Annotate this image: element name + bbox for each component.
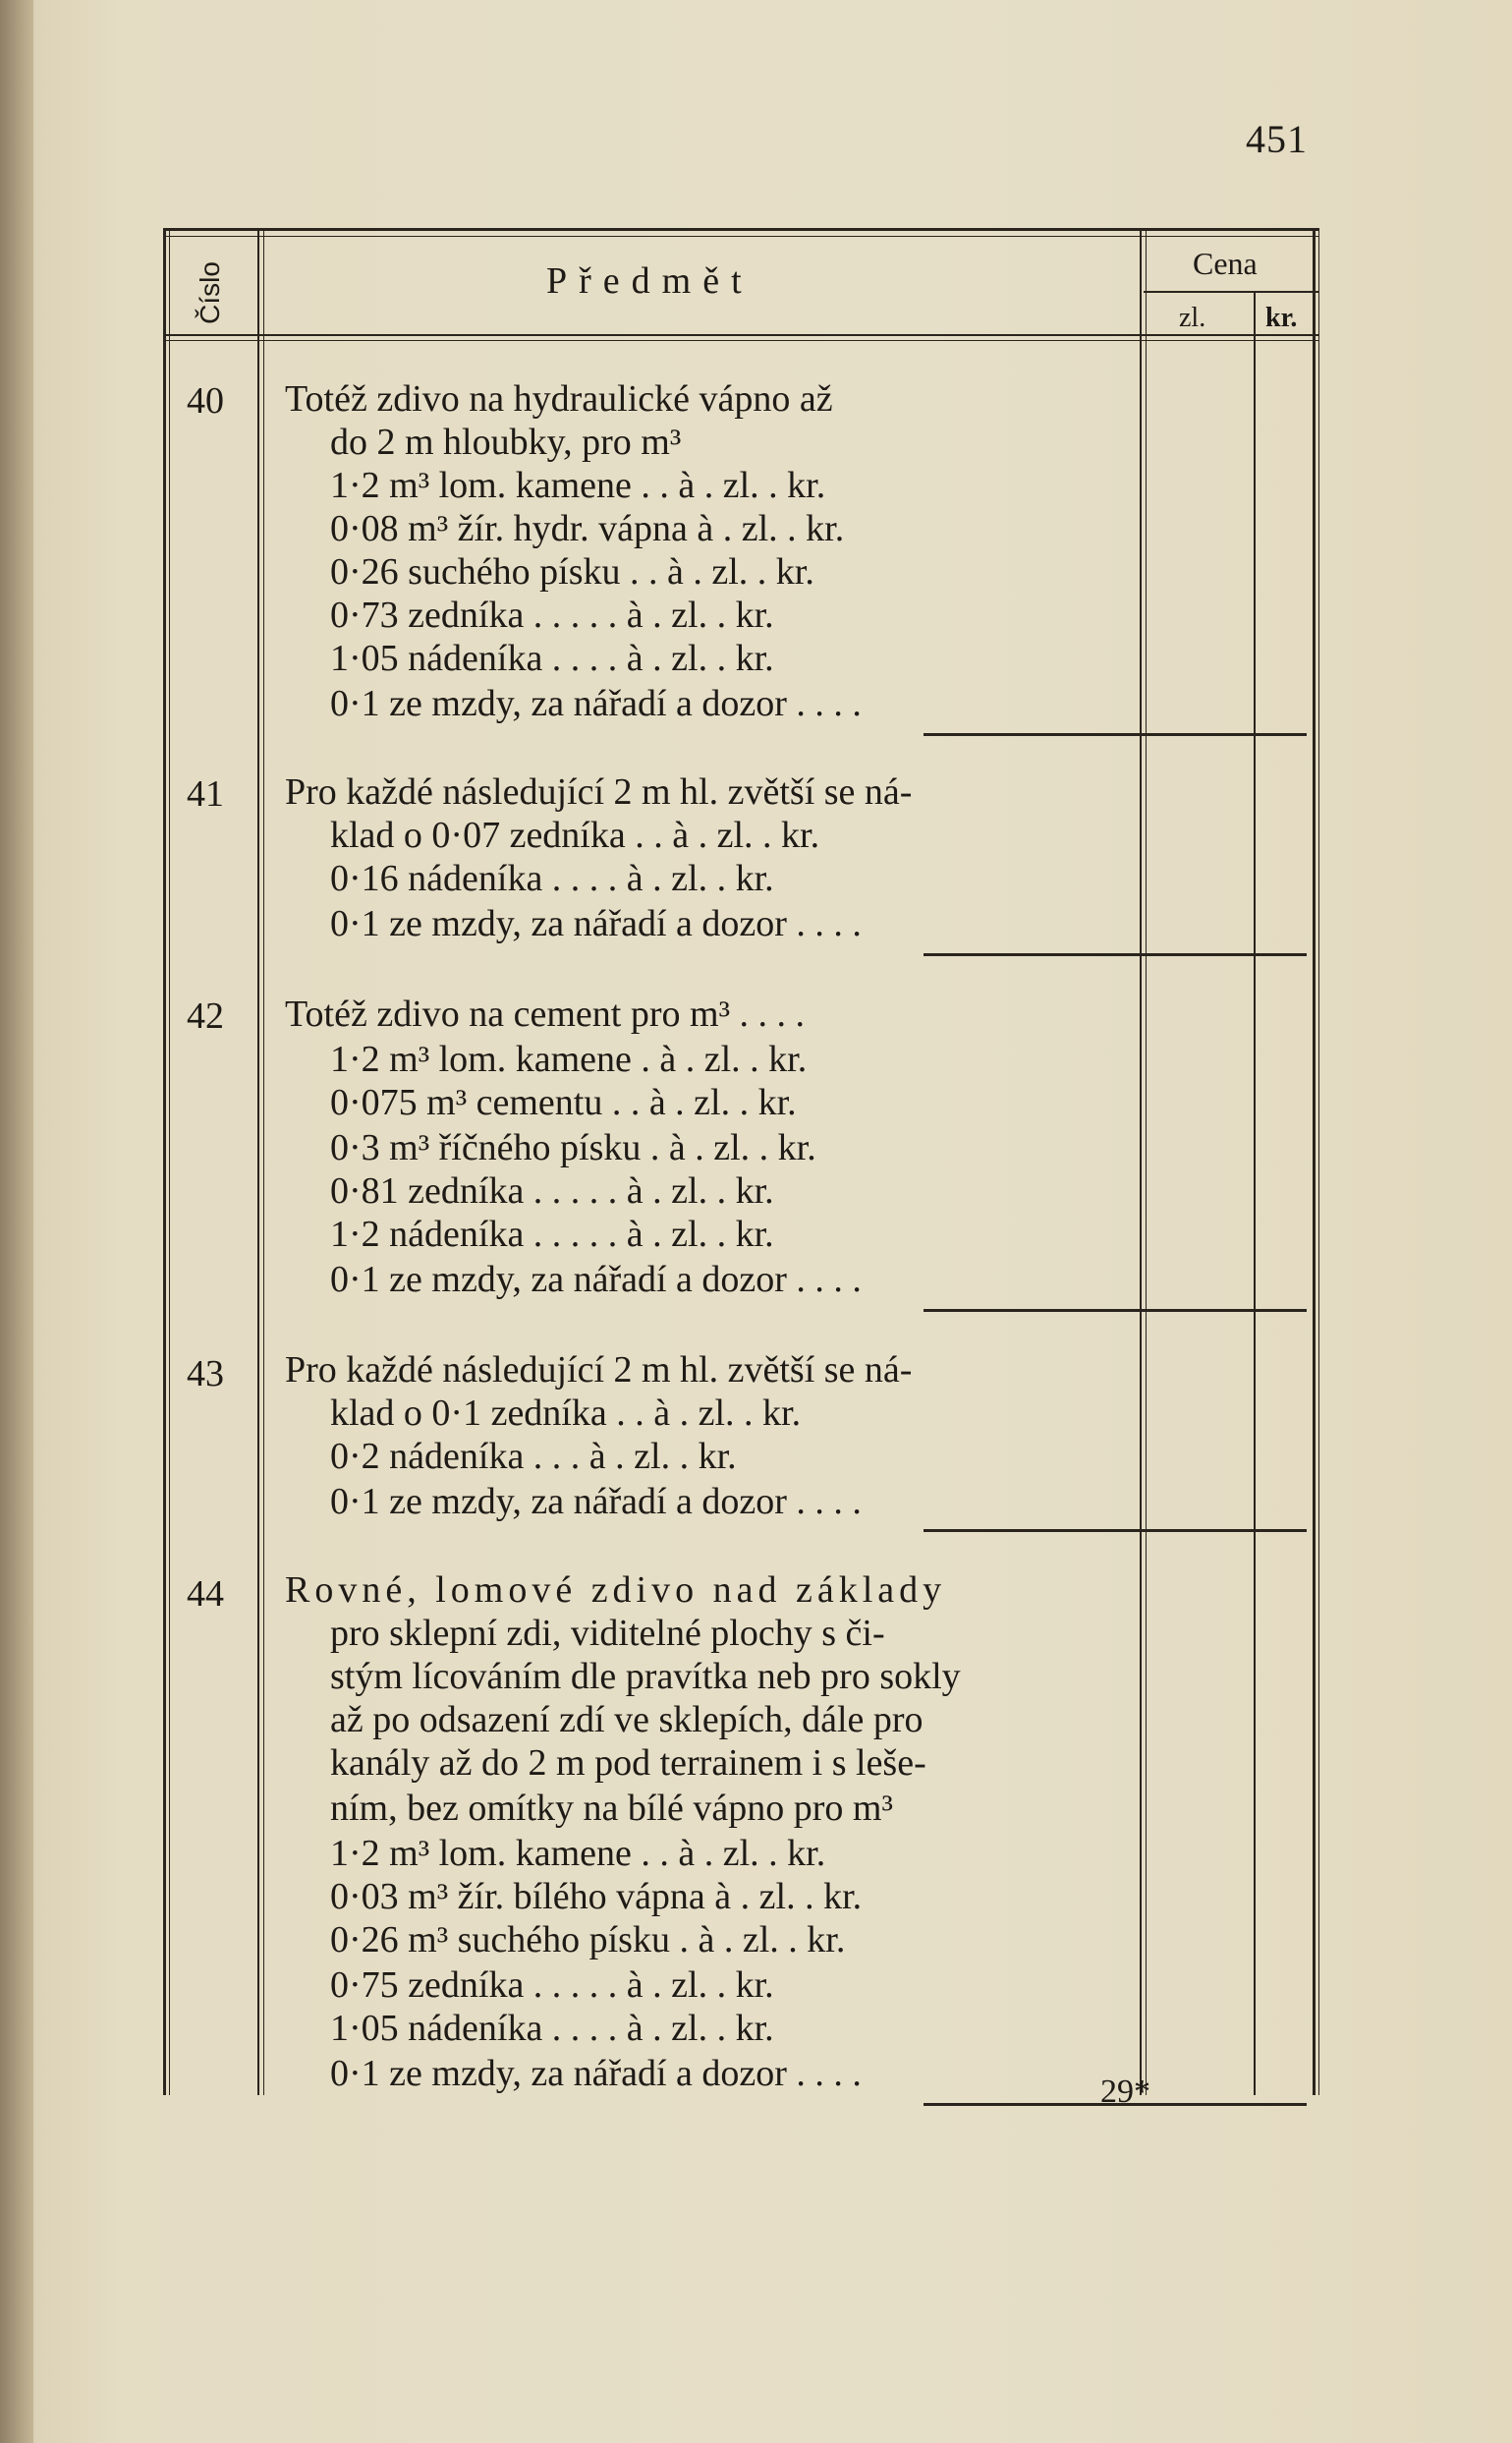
item-line: pro sklepní zdi, viditelné plochy s či- <box>330 1613 885 1654</box>
item-line: klad o 0·07 zedníka . . à . zl. . kr. <box>330 815 820 856</box>
item-line: 0·73 zedníka . . . . . à . zl. . kr. <box>330 595 774 636</box>
item-line: 0·2 nádeníka . . . à . zl. . kr. <box>330 1436 737 1477</box>
header-zl: zl. <box>1179 303 1206 333</box>
item-line: 0·26 m³ suchého písku . à . zl. . kr. <box>330 1919 846 1960</box>
item-line: kanály až do 2 m pod terrainem i s leše- <box>330 1742 926 1784</box>
page-number: 451 <box>1246 117 1308 161</box>
item-line: 0·1 ze mzdy, za nářadí a dozor . . . . <box>330 683 862 724</box>
item-line: 0·26 suchého písku . . à . zl. . kr. <box>330 551 814 593</box>
item-line: 0·3 m³ říčného písku . à . zl. . kr. <box>330 1127 816 1168</box>
item-line: Pro každé následující 2 m hl. zvětší se ná- <box>285 771 913 813</box>
item-line: Rovné, lomové zdivo nad základy <box>285 1569 947 1611</box>
item-line: 1·2 nádeníka . . . . . à . zl. . kr. <box>330 1214 774 1255</box>
right-border <box>1313 228 1316 2095</box>
cislo-divider-inner <box>263 228 264 2095</box>
item-line: Totéž zdivo na hydraulické vápno až <box>285 378 833 420</box>
item-line: 0·075 m³ cementu . . à . zl. . kr. <box>330 1082 797 1123</box>
header-kr: kr. <box>1265 303 1298 333</box>
item-number: 42 <box>187 995 224 1037</box>
header-predmet: Předmět <box>546 260 754 302</box>
item-line: 1·05 nádeníka . . . . à . zl. . kr. <box>330 2008 774 2049</box>
item-line: klad o 0·1 zedníka . . à . zl. . kr. <box>330 1392 802 1434</box>
item-line: Totéž zdivo na cement pro m³ . . . . <box>285 994 805 1035</box>
item-line: 0·08 m³ žír. hydr. vápna à . zl. . kr. <box>330 508 845 549</box>
item-line: 1·2 m³ lom. kamene . . à . zl. . kr. <box>330 465 826 506</box>
subtotal-rule <box>924 1529 1307 1532</box>
signature-mark: 29* <box>1100 2074 1150 2110</box>
zl-kr-divider <box>1254 291 1256 2095</box>
item-line: 1·2 m³ lom. kamene . à . zl. . kr. <box>330 1039 808 1080</box>
item-line: 0·03 m³ žír. bílého vápna à . zl. . kr. <box>330 1876 863 1917</box>
item-number: 41 <box>187 773 224 815</box>
item-number: 40 <box>187 380 224 422</box>
item-line: ním, bez omítky na bílé vápno pro m³ <box>330 1788 893 1829</box>
item-line: 0·1 ze mzdy, za nářadí a dozor . . . . <box>330 1259 862 1300</box>
item-line: až po odsazení zdí ve sklepích, dále pro <box>330 1699 924 1740</box>
item-line: stým lícováním dle pravítka neb pro sokly <box>330 1656 961 1697</box>
header-cislo: Číslo <box>195 261 225 324</box>
item-line: 0·75 zedníka . . . . . à . zl. . kr. <box>330 1964 774 2006</box>
item-number: 44 <box>187 1573 224 1615</box>
book-spine <box>0 0 33 2443</box>
item-number: 43 <box>187 1353 224 1394</box>
left-border-inner <box>169 228 170 2095</box>
subtotal-rule <box>924 1309 1307 1312</box>
item-line: 0·1 ze mzdy, za nářadí a dozor . . . . <box>330 1481 862 1522</box>
item-line: 1·2 m³ lom. kamene . . à . zl. . kr. <box>330 1833 826 1874</box>
item-line: 0·16 nádeníka . . . . à . zl. . kr. <box>330 858 774 899</box>
header-cena: Cena <box>1193 246 1258 281</box>
right-border-inner <box>1318 228 1319 2095</box>
item-line: do 2 m hloubky, pro m³ <box>330 422 682 463</box>
left-border <box>163 228 166 2095</box>
item-line: Pro každé následující 2 m hl. zvětší se ná- <box>285 1349 913 1391</box>
item-line: 0·1 ze mzdy, za nářadí a dozor . . . . <box>330 903 862 944</box>
item-line: 0·1 ze mzdy, za nářadí a dozor . . . . <box>330 2053 862 2094</box>
cena-sub-rule <box>1144 291 1318 293</box>
item-line: 1·05 nádeníka . . . . à . zl. . kr. <box>330 638 774 679</box>
cislo-divider <box>257 228 259 2095</box>
subtotal-rule <box>924 953 1307 956</box>
subtotal-rule <box>924 733 1307 736</box>
item-line: 0·81 zedníka . . . . . à . zl. . kr. <box>330 1170 774 1212</box>
